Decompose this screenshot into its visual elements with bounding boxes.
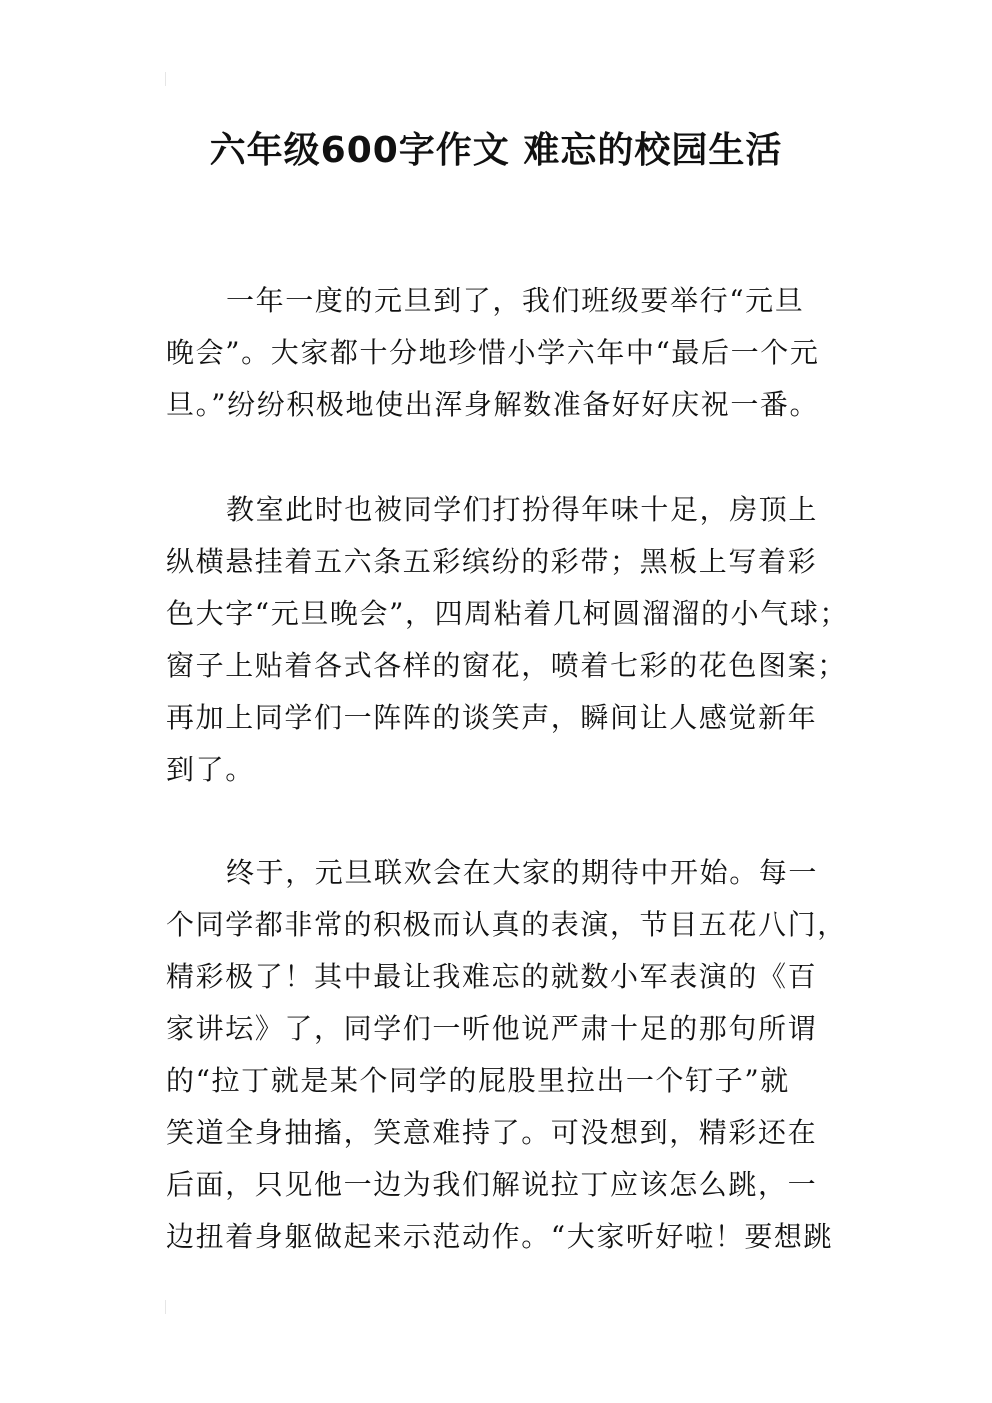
text-line: 边扭着身躯做起来示范动作。“大家听好啦！要想跳	[166, 1220, 834, 1253]
text-line: 再加上同学们一阵阵的谈笑声，瞬间让人感觉新年	[166, 701, 818, 734]
text-line: 色大字“元旦晚会”，四周粘着几柯圆溜溜的小气球；	[166, 597, 850, 630]
document-title: 六年级600字作文 难忘的校园生活	[209, 130, 783, 171]
text-line: 晚会”。大家都十分地珍惜小学六年中“最后一个元	[166, 336, 820, 369]
text-line: 后面，只见他一边为我们解说拉丁应该怎么跳，一	[166, 1168, 818, 1201]
text-line: 个同学都非常的积极而认真的表演，节目五花八门，	[166, 908, 847, 941]
page-edge-mark	[165, 72, 166, 86]
text-line: 窗子上贴着各式各样的窗花，喷着七彩的花色图案；	[166, 649, 847, 682]
text-line: 笑道全身抽搐，笑意难持了。可没想到，精彩还在	[166, 1116, 818, 1149]
text-line: 精彩极了！其中最让我难忘的就数小军表演的《百	[166, 960, 818, 993]
paragraph-3	[166, 847, 846, 1263]
text-line: 家讲坛》了，同学们一听他说严肃十足的那句所谓	[166, 1012, 818, 1045]
text-line: 到了。	[166, 753, 255, 786]
text-line: 终于，元旦联欢会在大家的期待中开始。每一	[226, 856, 819, 889]
text-line: 纵横悬挂着五六条五彩缤纷的彩带；黑板上写着彩	[166, 545, 818, 578]
text-line: 的“拉丁就是某个同学的屁股里拉出一个钉子”就	[166, 1064, 790, 1097]
text-line: 教室此时也被同学们打扮得年味十足，房顶上	[226, 493, 819, 526]
text-line: 一年一度的元旦到了，我们班级要举行“元旦	[226, 284, 805, 317]
paragraph-2	[166, 484, 850, 796]
paragraph-1	[166, 275, 846, 431]
text-line: 旦。”纷纷积极地使出浑身解数准备好好庆祝一番。	[166, 388, 820, 421]
page-edge-mark	[165, 1300, 166, 1314]
